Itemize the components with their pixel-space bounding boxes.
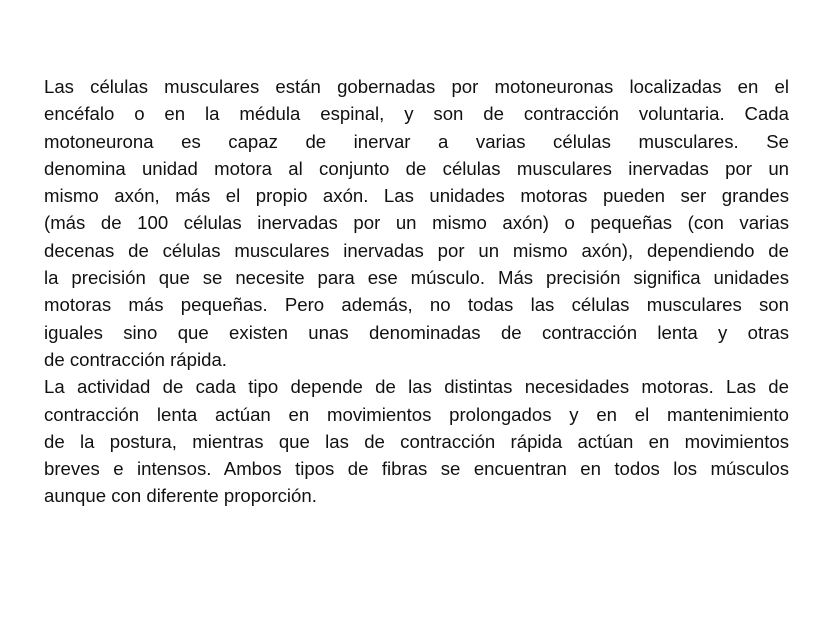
text-line: contracción lenta actúan en movimientos prolongados y en el mantenimiento <box>44 403 789 425</box>
text-line: encéfalo o en la médula espinal, y son de contracción voluntaria. Cada <box>44 103 789 125</box>
text-line: la precisión que se necesite para ese músculo. Más precisión significa unidades <box>44 267 789 289</box>
text-line: (más de 100 células inervadas por un mismo axón) o pequeñas (con varias <box>44 212 789 234</box>
text-line: de contracción rápida. <box>44 348 227 370</box>
text-line: denomina unidad motora al conjunto de células musculares inervadas por un <box>44 157 789 179</box>
text-line: motoneurona es capaz de inervar a varias células musculares. Se <box>44 130 789 152</box>
text-line: motoras más pequeñas. Pero además, no todas las células musculares son <box>44 294 789 316</box>
text-line: Las células musculares están gobernadas por motoneuronas localizadas en el <box>44 76 789 97</box>
text-line: La actividad de cada tipo depende de las distintas necesidades motoras. Las de <box>44 376 789 398</box>
text-line: mismo axón, más el propio axón. Las unidades motoras pueden ser grandes <box>44 185 789 207</box>
paragraph-fiber-types <box>44 373 789 509</box>
document-body <box>44 73 789 510</box>
text-line: aunque con diferente proporción. <box>44 485 317 507</box>
paragraph-motor-units <box>44 73 789 373</box>
text-line: iguales sino que existen unas denominadas de contracción lenta y otras <box>44 321 789 343</box>
text-line: decenas de células musculares inervadas por un mismo axón), dependiendo de <box>44 239 789 261</box>
text-line: de la postura, mientras que las de contracción rápida actúan en movimientos <box>44 430 789 452</box>
text-line: breves e intensos. Ambos tipos de fibras se encuentran en todos los músculos <box>44 458 789 480</box>
